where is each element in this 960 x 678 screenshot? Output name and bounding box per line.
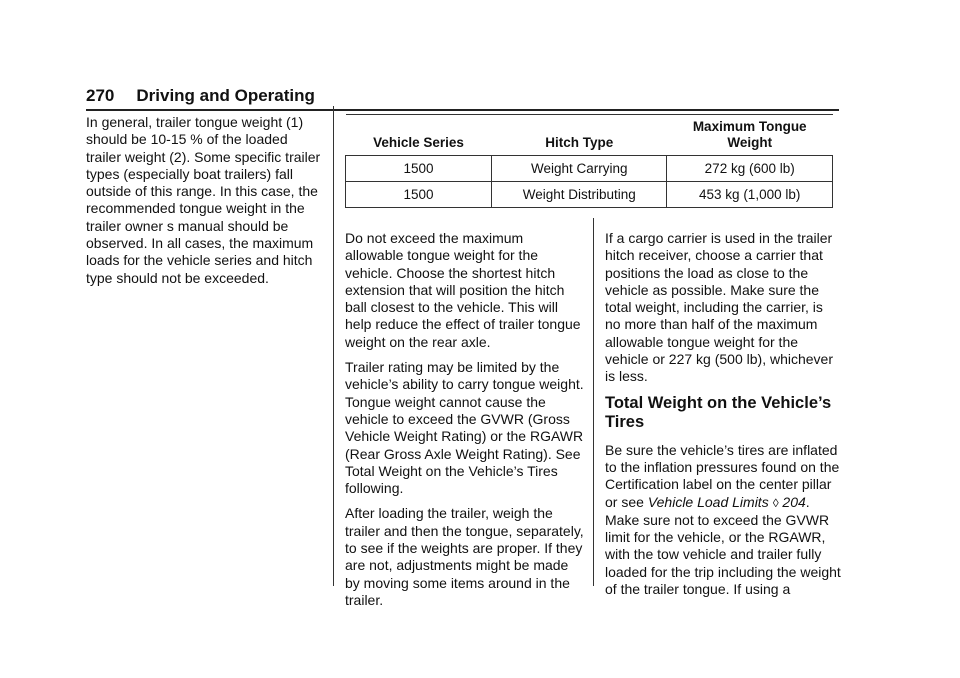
table-cell: 1500 xyxy=(346,182,492,208)
header-hitch-type: Hitch Type xyxy=(492,115,667,156)
page-number: 270 xyxy=(86,86,115,105)
column-1 xyxy=(86,114,326,295)
table-cell: 1500 xyxy=(346,156,492,182)
tongue-weight-paragraph: In general, trailer tongue weight (1) should be 10-15 % of the loaded trailer weight (2). Some specific trailer types (especially boat trailers) fall outside of this range. In this case, the recommended tongue weight in the trailer owner s manual should be observed. In all cases, the maximum loads for the vehicle series and hitch type should not be exceeded. xyxy=(86,114,321,286)
trailer-rating-paragraph: Trailer rating may be limited by the vehicle’s ability to carry tongue weight. Tongue weight cannot cause the vehicle to exceed the GVWR (Gross Vehicle Weight Rating) or the RGAWR (Rear Gross Axle Weight Rating). See Total Weight on the Vehicle’s Tires following. xyxy=(345,359,584,497)
column-divider-2 xyxy=(593,218,594,586)
tongue-weight-table xyxy=(345,114,833,208)
page-header xyxy=(86,84,839,111)
max-tongue-weight-paragraph: Do not exceed the maximum allowable tongue weight for the vehicle. Choose the shortest hitch extension that will position the hitch ball closest to the vehicle. This will help reduce the effect of trailer tongue weight on the rear axle. xyxy=(345,230,581,350)
tire-inflation-paragraph xyxy=(605,442,841,599)
vehicle-load-limits-link[interactable]: Vehicle Load Limits ◊ 204 xyxy=(647,493,806,510)
page-reference-icon: ◊ xyxy=(772,495,779,510)
column-3 xyxy=(605,230,841,606)
paragraph-text-end: . Make sure not to exceed the GVWR limit for the vehicle, or the RGAWR, with the tow vehicle and trailer fully loaded for the trip including the weight of the trailer tongue. If using a xyxy=(605,493,841,598)
table-row xyxy=(346,182,833,208)
section-title: Driving and Operating xyxy=(136,86,315,105)
table-row xyxy=(346,156,833,182)
table-cell: 272 kg (600 lb) xyxy=(667,156,833,182)
cargo-carrier-paragraph: If a cargo carrier is used in the trailer hitch receiver, choose a carrier that positions the load as close to the vehicle as possible. Make sure the total weight, including the carrier, is no more than half of the maximum allowable tongue weight for the vehicle or 227 kg (500 lb), whichever is less. xyxy=(605,230,834,385)
header-vehicle-series: Vehicle Series xyxy=(346,115,492,156)
table-cell: 453 kg (1,000 lb) xyxy=(667,182,833,208)
total-weight-subheading: Total Weight on the Vehicle’s Tires xyxy=(605,393,832,431)
weigh-trailer-paragraph: After loading the trailer, weigh the trailer and then the tongue, separately, to see if the weights are proper. If they are not, adjustments might be made by moving some items around in the trailer. xyxy=(345,505,584,608)
page-reference-number: 204 xyxy=(782,493,806,510)
paragraph-text-start: Be sure the vehicle’s tires are inflated to the inflation pressures found on the Certification label on the center pillar or see xyxy=(605,441,840,510)
table-cell: Weight Carrying xyxy=(492,156,667,182)
table-header-row xyxy=(346,115,833,156)
column-divider-1 xyxy=(333,106,334,586)
column-2 xyxy=(345,230,585,617)
header-max-tongue-weight: Maximum Tongue Weight xyxy=(667,115,833,156)
table-cell: Weight Distributing xyxy=(492,182,667,208)
